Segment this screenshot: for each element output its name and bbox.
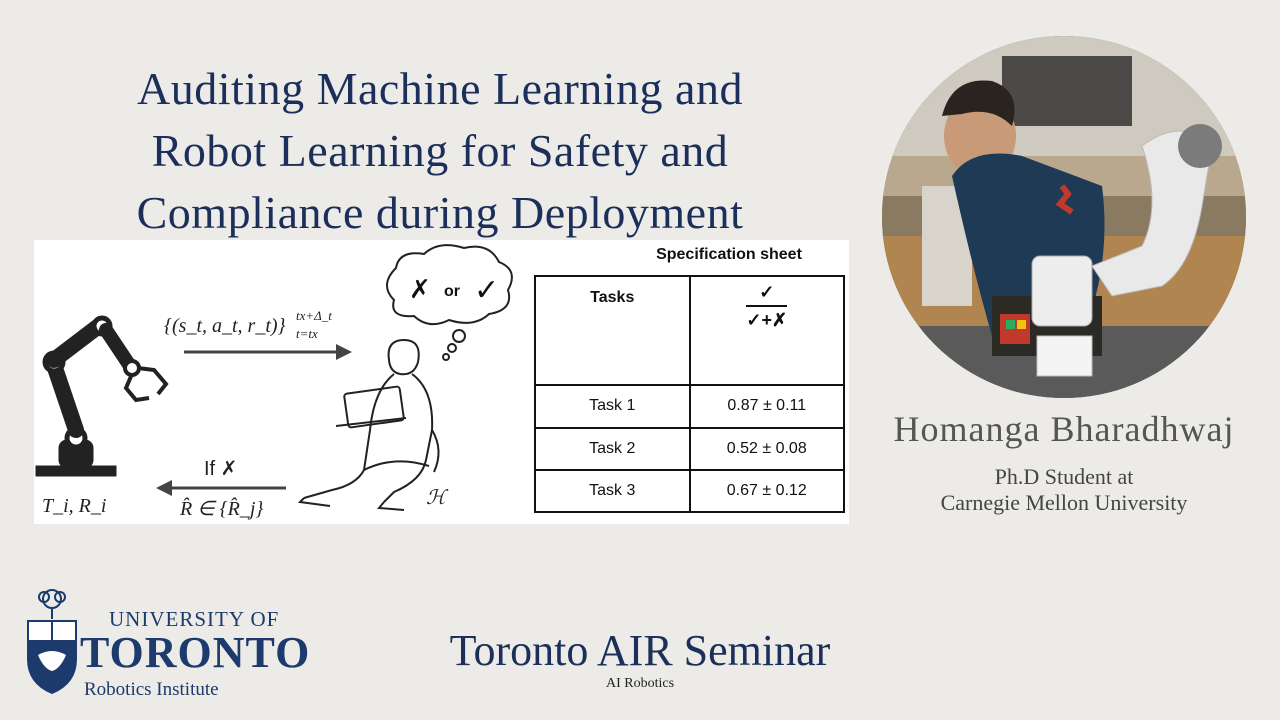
speaker-role-line-2: Carnegie Mellon University <box>940 490 1188 515</box>
logo-robotics-institute: Robotics Institute <box>84 679 219 700</box>
col-tasks-header: Tasks <box>535 276 690 385</box>
title-line-3: Compliance during Deployment <box>136 187 744 238</box>
robot-arm-icon <box>36 318 166 476</box>
value-cell: 0.67 ± 0.12 <box>690 470 845 512</box>
top-arrow-sup: tx+Δ_t <box>296 308 332 323</box>
spec-sheet-title: Specification sheet <box>656 246 802 263</box>
human-label: ℋ <box>426 485 446 509</box>
seminar-subtitle: AI Robotics <box>605 676 675 691</box>
value-cell: 0.52 ± 0.08 <box>690 428 845 470</box>
human-auditor-icon <box>300 340 439 510</box>
table-row <box>535 385 844 427</box>
logo-toronto: TORONTO <box>80 628 311 677</box>
speaker-photo-illustration <box>882 36 1246 398</box>
thought-check: ✓ <box>474 273 500 308</box>
speaker-affiliation <box>858 464 1270 516</box>
table-row <box>535 470 844 512</box>
crest-icon <box>24 585 80 697</box>
seminar-name: Toronto AIR Seminar <box>449 626 831 675</box>
fraction-numerator: ✓ <box>746 281 787 307</box>
speaker-photo <box>882 36 1246 398</box>
task-cell: Task 2 <box>535 428 690 470</box>
bottom-arrow-label: R̂ ∈ {R̂_j} <box>180 498 264 520</box>
fraction-denominator: ✓+✗ <box>746 310 788 330</box>
spec-sheet-table <box>534 275 845 513</box>
top-arrow-sub: t=tx <box>296 326 318 341</box>
bottom-arrow-label-top: If ✗ <box>204 458 238 480</box>
robot-label: T_i, R_i <box>42 495 107 517</box>
speaker-role-line-1: Ph.D Student at <box>994 464 1134 489</box>
thought-or: or <box>444 283 460 300</box>
thought-cross: ✗ <box>409 275 431 305</box>
success-fraction <box>746 281 787 331</box>
table-row <box>535 428 844 470</box>
title-line-2: Robot Learning for Safety and <box>151 125 729 176</box>
spec-header-row <box>535 276 844 385</box>
col-success-rate-header <box>690 276 845 385</box>
task-cell: Task 1 <box>535 385 690 427</box>
task-cell: Task 3 <box>535 470 690 512</box>
title-line-1: Auditing Machine Learning and <box>137 63 743 114</box>
auditing-diagram <box>34 240 849 524</box>
logo-university-of: UNIVERSITY OF <box>109 607 280 631</box>
speaker-name: Homanga Bharadhwaj <box>893 409 1235 449</box>
slide-title <box>40 58 840 244</box>
university-logo <box>24 585 344 700</box>
top-arrow-label: {(s_t, a_t, r_t)} <box>164 315 286 337</box>
value-cell: 0.87 ± 0.11 <box>690 385 845 427</box>
diagram-illustration <box>34 240 534 524</box>
